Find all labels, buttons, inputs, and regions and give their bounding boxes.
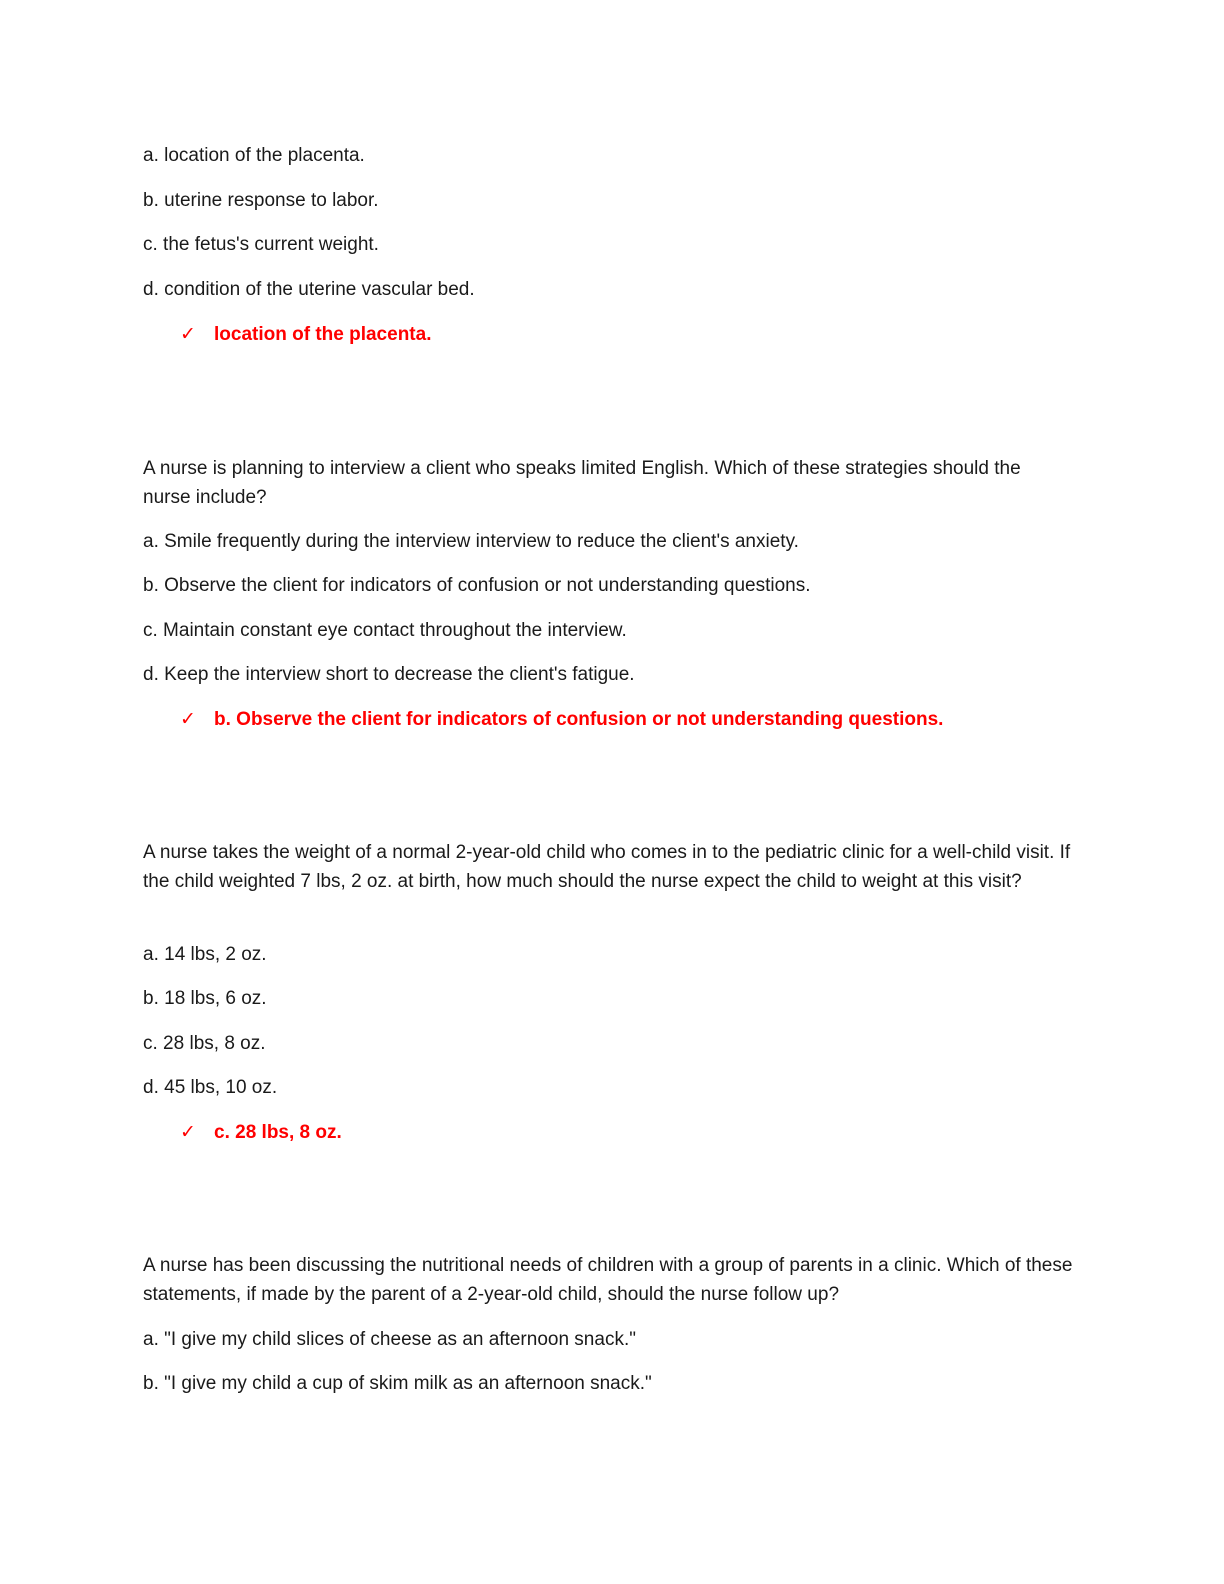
q4-stem: A nurse has been discussing the nutritional needs of children with a group of parents in a clinic. Which of these statements, if made by the parent of a 2-year-old child, should the nurse follow up?	[143, 1255, 1073, 1305]
q4-option-a: a. "I give my child slices of cheese as an afternoon snack."	[143, 1329, 636, 1350]
q4-option-b: b. "I give my child a cup of skim milk as an afternoon snack."	[143, 1373, 652, 1394]
q1-option-d: d. condition of the uterine vascular bed.	[143, 279, 475, 300]
q2-option-c: c. Maintain constant eye contact throughout the interview.	[143, 620, 627, 641]
q3-option-d: d. 45 lbs, 10 oz.	[143, 1077, 278, 1098]
q1-option-b: b. uterine response to labor.	[143, 190, 379, 211]
checkmark-icon: ✓	[180, 323, 196, 345]
checkmark-icon: ✓	[180, 708, 196, 730]
q3-option-b: b. 18 lbs, 6 oz.	[143, 988, 267, 1009]
q1-answer-text: location of the placenta.	[214, 324, 432, 345]
q2-stem: A nurse is planning to interview a client who speaks limited English. Which of these strategies should the nurse include?	[143, 458, 1021, 508]
q2-option-b: b. Observe the client for indicators of confusion or not understanding questions.	[143, 575, 811, 596]
q1-option-a: a. location of the placenta.	[143, 145, 365, 166]
q3-stem: A nurse takes the weight of a normal 2-year-old child who comes in to the pediatric clinic for a well-child visit. If the child weighted 7 lbs, 2 oz. at birth, how much should the nurse expect the child to weight at this visit?	[143, 842, 1071, 892]
q1-option-c: c. the fetus's current weight.	[143, 234, 379, 255]
q2-answer	[180, 705, 943, 734]
q3-answer	[180, 1118, 342, 1147]
checkmark-icon: ✓	[180, 1121, 196, 1143]
q2-option-d: d. Keep the interview short to decrease the client's fatigue.	[143, 664, 635, 685]
q3-option-a: a. 14 lbs, 2 oz.	[143, 944, 267, 965]
q1-answer	[180, 320, 431, 349]
q2-option-a: a. Smile frequently during the interview interview to reduce the client's anxiety.	[143, 531, 799, 552]
q2-answer-text: b. Observe the client for indicators of confusion or not understanding questions.	[214, 709, 944, 730]
q3-answer-text: c. 28 lbs, 8 oz.	[214, 1122, 342, 1143]
q3-option-c: c. 28 lbs, 8 oz.	[143, 1033, 266, 1054]
